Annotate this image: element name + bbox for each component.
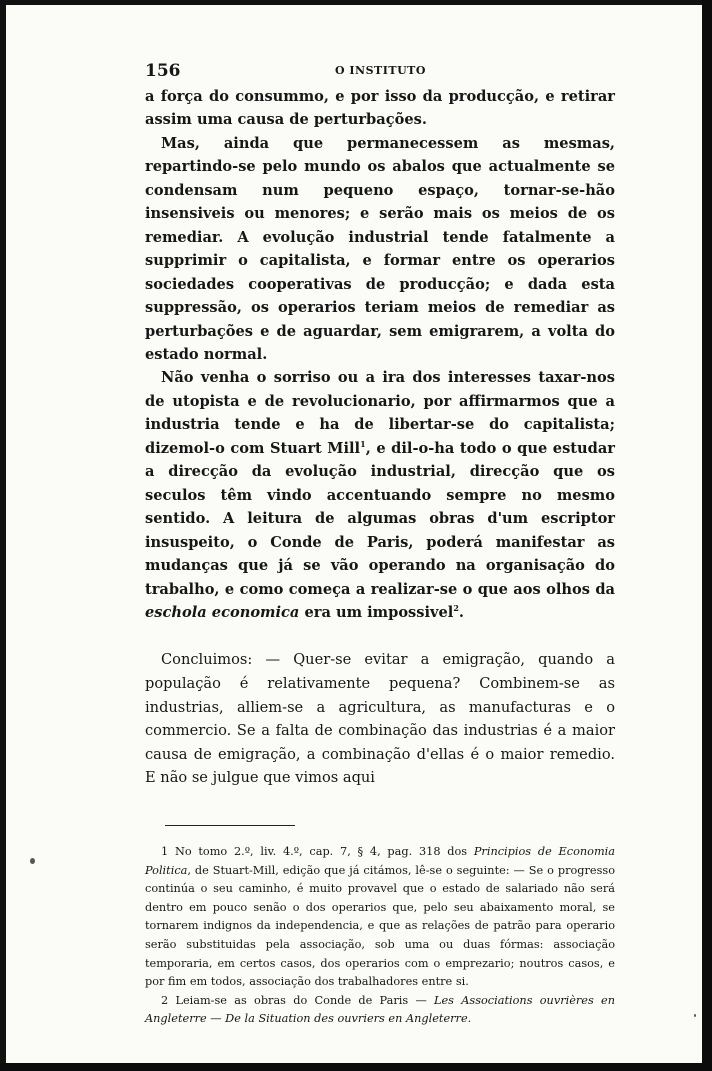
paragraph-1: a força do consummo, e por isso da producção, e retirar assim uma causa de perturbações. bbox=[145, 88, 615, 129]
footnote-1-text-a: No tomo 2.º, liv. 4.º, cap. 7, § 4, pag. 318 dos bbox=[174, 844, 468, 858]
footnote-divider bbox=[165, 825, 295, 826]
ink-speck bbox=[30, 858, 35, 864]
main-text-bold bbox=[145, 85, 615, 624]
book-page bbox=[145, 55, 615, 1029]
paragraph-3 bbox=[145, 366, 615, 624]
running-title: O INSTITUTO bbox=[335, 64, 426, 77]
scan-border-right bbox=[702, 0, 712, 1071]
footnote-2-text-a: Leiam-se as obras do Conde de Paris — bbox=[175, 993, 427, 1007]
paragraph-4: Concluimos: — Quer-se evitar a emigração, quando a população é relativamente pequena? Combinem-se as industrias, alliem-se a agricultura, as manufacturas e o commercio. Se a falta de combinação das industrias é a maior causa de emigração, a combinação d'ellas é o maior remedio. E não se julgue que vimos aqui bbox=[145, 651, 615, 787]
footnote-1-text-b: , de Stuart-Mill, edição que já citámos, lê-se o seguinte: — Se o progresso continúa o seu caminho, é muito provavel que o estado de salariado não será dentro em pouco senão o dos operarios que, pelo seu abaixamento moral, se tornarem indignos da independencia, e que as relações de patrão para operario serão substituidas pela associação, sob uma ou duas fórmas: associação temporaria, em certos casos, dos operarios com o emprezario; noutros casos, e por fim em todos, associação dos trabalhadores entre si. bbox=[145, 863, 615, 989]
paragraph-3-text-d: . bbox=[458, 603, 465, 621]
page-header bbox=[145, 55, 615, 85]
footnote-2-end: . bbox=[467, 1012, 472, 1026]
footnote-1-title: Principios de Economia Politica bbox=[145, 844, 616, 877]
paragraph-2: Mas, ainda que permanecessem as mesmas, repartindo-se pelo mundo os abalos que actualmente se condensam num pequeno espaço, tornar-se-hão insensiveis ou menores; e serão mais os meios de os remediar. A evolução industrial tende fatalmente a supprimir o capitalista, e formar entre os operarios sociedades cooperativas de producção; e dada esta suppressão, os operarios teriam meios de remediar as perturbações e de aguardar, sem emigrarem, a volta do estado normal. bbox=[145, 134, 615, 363]
page-number: 156 bbox=[145, 61, 181, 81]
footnote-2-title-2: De la Situation des ouvriers en Angleterre bbox=[225, 1012, 468, 1026]
scan-border-bottom bbox=[0, 1063, 712, 1071]
footnotes bbox=[145, 843, 615, 1029]
ink-speck bbox=[694, 1014, 696, 1017]
footnote-2-title-1: Les Associations ouvrières en Angleterre bbox=[145, 993, 615, 1026]
main-text-regular bbox=[145, 648, 615, 790]
paragraph-3-text-c: era um impossivel bbox=[304, 603, 454, 621]
footnote-2-mark: 2 bbox=[161, 993, 169, 1007]
paragraph-3-text-b: , e dil-o-ha todo o que estudar a direcção da evolução industrial, direcção que os seculos têm vindo accentuando sempre no mesmo sentido. A leitura de algumas obras d'um escriptor insuspeito, o Conde de Paris, poderá manifestar as mudanças que já se vão operando na organisação do trabalho, e como começa a realizar-se o que aos olhos da bbox=[145, 439, 615, 598]
footnote-1-mark: 1 bbox=[161, 844, 169, 858]
footnote-ref-2: 2 bbox=[453, 603, 459, 614]
italic-phrase: escholа economica bbox=[145, 603, 300, 621]
footnote-2-separator: — bbox=[206, 1012, 226, 1026]
footnote-2 bbox=[145, 992, 615, 1029]
paragraph-3-text-a: Não venha o sorriso ou a ira dos interesses taxar-nos de utopista e de revolucionario, por affirmarmos que a industria tende e ha de libertar-se do capitalista; dizemol-o com Stuart Mill bbox=[145, 369, 615, 457]
footnote-1 bbox=[145, 843, 615, 992]
footnote-ref-1: 1 bbox=[360, 438, 366, 449]
